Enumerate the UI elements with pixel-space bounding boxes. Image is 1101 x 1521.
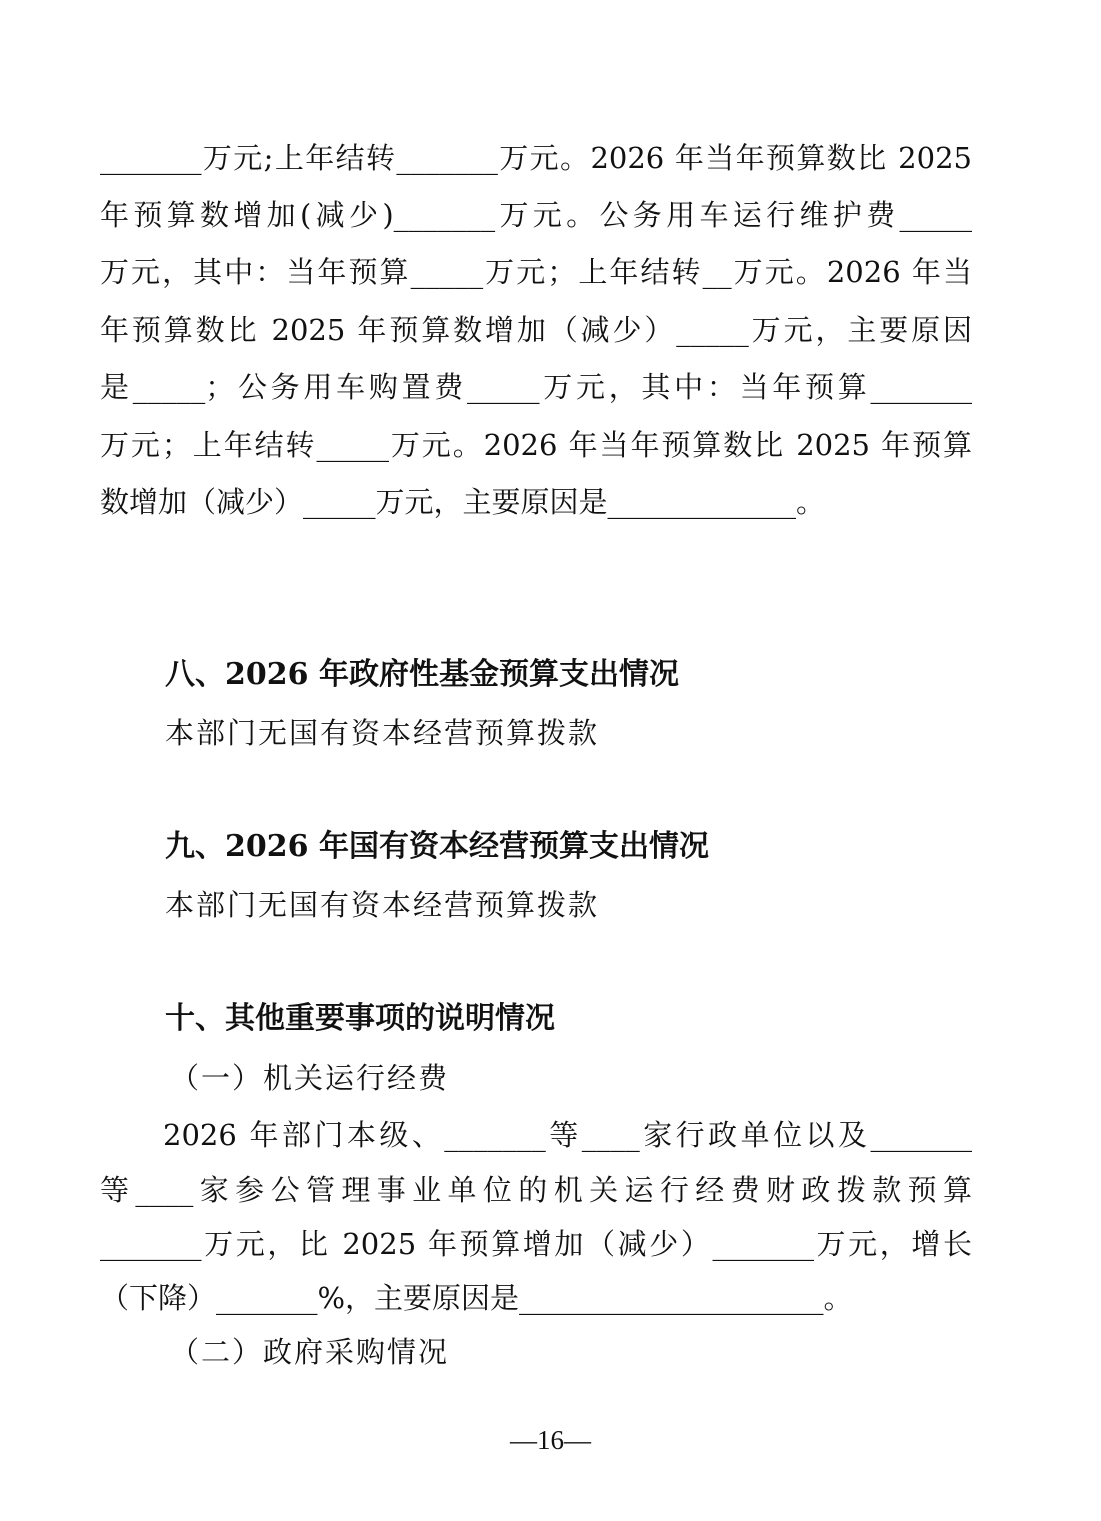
section-8-body: 本部门无国有资本经营预算拨款 [165,716,600,750]
section-10-para-line-4: （下降）_______%，主要原因是_____________________。 [100,1281,853,1315]
section-10-para-line-3: _______万元，比 2025 年预算增加（减少）_______万元，增长 [100,1227,972,1261]
paragraph-line-3: 万元，其中：当年预算_____万元；上年结转__万元。2026 年当 [100,255,972,289]
section-10-para-line-2: 等____家参公管理事业单位的机关运行经费财政拨款预算 [100,1173,972,1207]
page-number: —16— [510,1425,591,1455]
paragraph-line-5: 是_____；公务用车购置费_____万元，其中：当年预算_______ [100,370,972,404]
paragraph-line-6: 万元；上年结转_____万元。2026 年当年预算数比 2025 年预算 [100,428,972,462]
paragraph-line-7: 数增加（减少）_____万元，主要原因是_____________。 [100,485,826,519]
section-10-heading: 十、其他重要事项的说明情况 [165,1001,555,1036]
section-8-heading: 八、2026 年政府性基金预算支出情况 [165,657,679,692]
section-10-para-line-1: 2026 年部门本级、_______等____家行政单位以及_______ [163,1118,972,1152]
section-10-subheading-2: （二）政府采购情况 [170,1335,450,1369]
section-9-heading: 九、2026 年国有资本经营预算支出情况 [165,829,709,864]
section-9-body: 本部门无国有资本经营预算拨款 [165,888,600,922]
section-10-subheading-1: （一）机关运行经费 [170,1061,450,1095]
paragraph-line-1: _______万元;上年结转_______万元。2026 年当年预算数比 2025 [100,141,972,175]
paragraph-line-2: 年预算数增加(减少)_______万元。公务用车运行维护费_____ [100,198,972,232]
paragraph-line-4: 年预算数比 2025 年预算数增加（减少）_____万元，主要原因 [100,313,972,347]
